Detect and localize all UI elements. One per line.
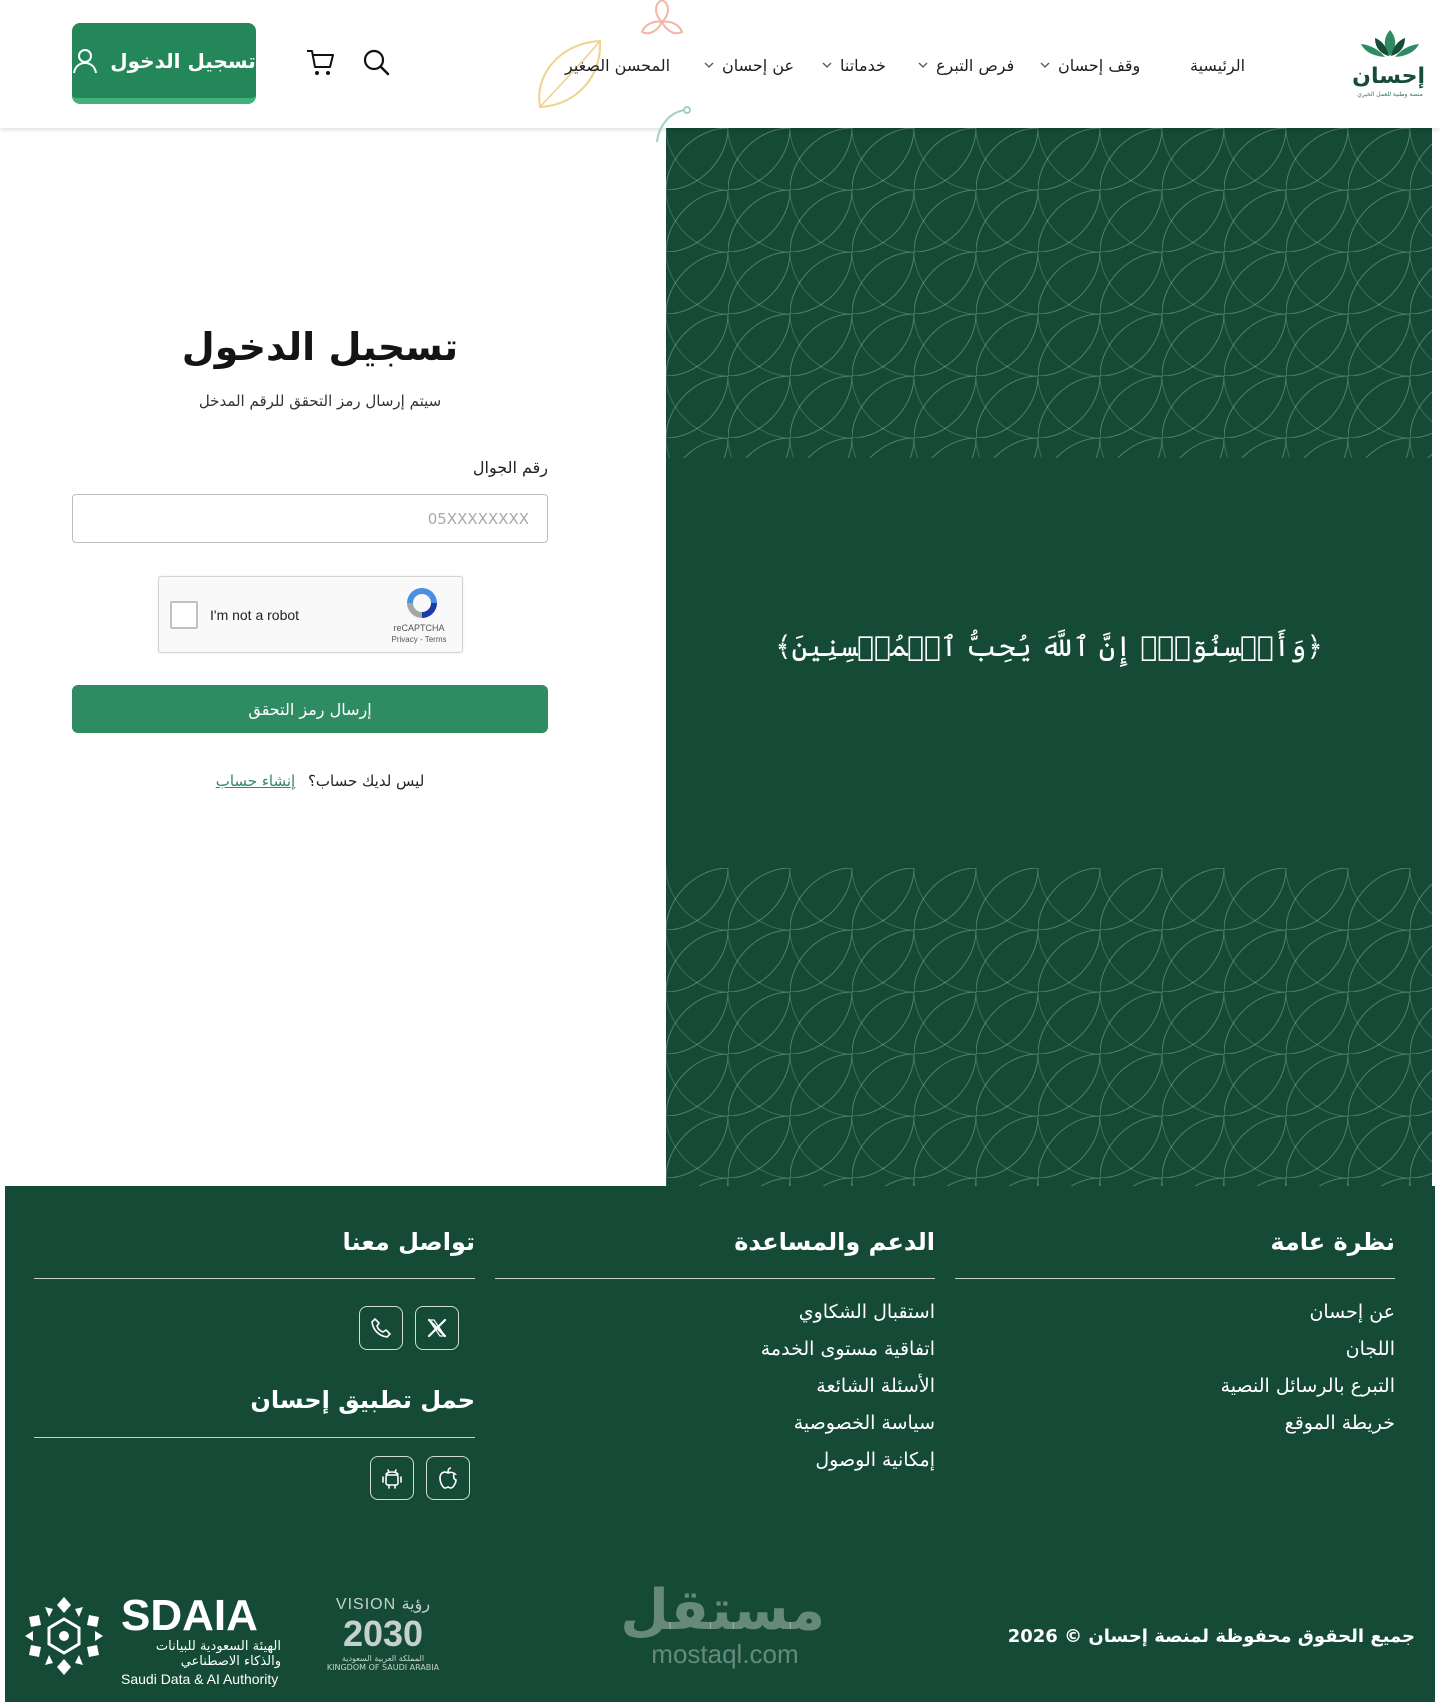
- nav-donation-opportunities-label: فرص التبرع: [936, 55, 1015, 75]
- nav-waqf-ehsan[interactable]: [1040, 50, 1140, 80]
- sdaia-name: SDAIA: [121, 1591, 258, 1640]
- recaptcha-checkbox[interactable]: [170, 601, 198, 629]
- logo-name: إحسان: [1352, 64, 1425, 89]
- phone-link[interactable]: [359, 1306, 403, 1350]
- flower-decoration-icon: [632, 0, 692, 45]
- cart-icon: [305, 47, 335, 77]
- footer-link-committees[interactable]: اللجان: [1345, 1338, 1395, 1360]
- nav-about-ehsan[interactable]: [704, 50, 794, 80]
- footer-link-sms-donation[interactable]: التبرع بالرسائل النصية: [1220, 1375, 1395, 1397]
- chevron-down-icon: [1040, 60, 1050, 70]
- chevron-down-icon: [704, 60, 714, 70]
- leaf-logo-icon: [1355, 26, 1425, 62]
- footer-contact-title: تواصل معنا: [342, 1228, 475, 1256]
- play-store-link[interactable]: [370, 1456, 414, 1500]
- footer-divider: [34, 1278, 475, 1279]
- footer-link-complaints[interactable]: استقبال الشكاوي: [798, 1301, 935, 1323]
- ehsan-logo[interactable]: [1352, 26, 1425, 102]
- chevron-down-icon: [918, 60, 928, 70]
- footer-support-links: [545, 1294, 935, 1479]
- footer-divider: [955, 1278, 1395, 1279]
- user-icon: [72, 48, 98, 74]
- header-login-button[interactable]: [72, 23, 256, 104]
- create-account-link[interactable]: إنشاء حساب: [215, 772, 296, 790]
- nav-young-donor[interactable]: [565, 50, 670, 80]
- leaf-pattern-bottom: [666, 868, 1432, 1186]
- recaptcha-brand: reCAPTCHA: [393, 623, 445, 633]
- send-verification-button[interactable]: إرسال رمز التحقق: [72, 685, 548, 733]
- vision-year: 2030: [342, 1613, 424, 1654]
- header-login-label: تسجيل الدخول: [110, 48, 256, 73]
- search-icon: [362, 48, 390, 76]
- phone-icon: [370, 1317, 392, 1339]
- copyright-text: جميع الحقوق محفوظة لمنصة إحسان © 2026: [1007, 1626, 1415, 1647]
- recaptcha-privacy-terms[interactable]: Privacy - Terms: [391, 635, 447, 644]
- footer-app-title: حمل تطبيق إحسان: [250, 1386, 475, 1414]
- x-twitter-link[interactable]: [415, 1306, 459, 1350]
- footer-link-sla[interactable]: اتفاقية مستوى الخدمة: [760, 1338, 935, 1360]
- mostaql-watermark: [620, 1578, 825, 1669]
- nav-services-label: خدماتنا: [840, 55, 886, 75]
- signup-row: [150, 772, 490, 790]
- sdaia-logo: [21, 1591, 291, 1687]
- footer-support-title: الدعم والمساعدة: [734, 1228, 935, 1256]
- nav-young-donor-label: المحسن الصغير: [565, 55, 671, 75]
- nav-services[interactable]: [822, 50, 886, 80]
- mostaql-watermark-en: mostaql.com: [651, 1639, 799, 1669]
- vision-2030-logo: [323, 1594, 443, 1674]
- sdaia-name-ar2: والذكاء الاصطناعي: [180, 1654, 281, 1669]
- curl-decoration-icon: [655, 104, 695, 144]
- footer-divider: [34, 1437, 475, 1438]
- vision-country-en: KINGDOM OF SAUDI ARABIA: [326, 1663, 440, 1672]
- site-footer: [5, 1186, 1435, 1702]
- footer-divider: [495, 1278, 935, 1279]
- x-icon: [426, 1317, 448, 1339]
- footer-overview-title: نظرة عامة: [1270, 1228, 1395, 1256]
- footer-link-privacy[interactable]: سياسة الخصوصية: [793, 1412, 935, 1434]
- sdaia-name-ar1: الهيئة السعودية للبيانات: [155, 1639, 281, 1654]
- mostaql-watermark-ar: مستقل: [620, 1578, 825, 1643]
- verse-banner: [666, 128, 1432, 1186]
- app-store-link[interactable]: [426, 1456, 470, 1500]
- nav-home-label: الرئيسية: [1190, 55, 1246, 75]
- quran-verse: ﴿وَأَحۡسِنُوٓاْۚ إِنَّ ٱللَّهَ يُحِبُّ ٱلۡمُحۡسِنِينَ﴾: [775, 630, 1323, 663]
- login-title: تسجيل الدخول: [181, 325, 459, 369]
- nav-home[interactable]: [1190, 50, 1245, 80]
- no-account-text: ليس لديك حساب؟: [307, 772, 425, 790]
- sdaia-emblem-icon: [21, 1593, 107, 1679]
- phone-label: رقم الجوال: [472, 458, 548, 477]
- login-subtitle: سيتم إرسال رمز التحقق للرقم المدخل: [198, 392, 442, 410]
- recaptcha-icon: [404, 585, 440, 621]
- chevron-down-icon: [822, 60, 832, 70]
- logo-tagline: منصة وطنية للعمل الخيري: [1357, 91, 1423, 98]
- footer-overview-links: [1005, 1294, 1395, 1442]
- recaptcha-widget: [158, 576, 463, 653]
- footer-link-faq[interactable]: الأسئلة الشائعة: [816, 1375, 935, 1397]
- cart-button[interactable]: [304, 46, 336, 78]
- nav-waqf-ehsan-label: وقف إحسان: [1058, 55, 1141, 75]
- vision-country-ar: المملكة العربية السعودية: [341, 1654, 425, 1663]
- phone-input[interactable]: [72, 494, 548, 543]
- android-icon: [380, 1466, 404, 1490]
- recaptcha-label: I'm not a robot: [210, 607, 300, 623]
- sdaia-name-en: Saudi Data & AI Authority: [121, 1671, 279, 1687]
- footer-link-sitemap[interactable]: خريطة الموقع: [1284, 1412, 1395, 1434]
- vision-title: VISION رؤية: [335, 1596, 431, 1613]
- search-button[interactable]: [360, 46, 392, 78]
- nav-donation-opportunities[interactable]: [918, 50, 1014, 80]
- leaf-pattern-top: [666, 128, 1432, 458]
- site-header: [0, 0, 1440, 128]
- footer-link-about[interactable]: عن إحسان: [1309, 1301, 1395, 1323]
- footer-link-accessibility[interactable]: إمكانية الوصول: [815, 1449, 935, 1471]
- nav-about-ehsan-label: عن إحسان: [722, 55, 795, 75]
- apple-icon: [436, 1466, 460, 1490]
